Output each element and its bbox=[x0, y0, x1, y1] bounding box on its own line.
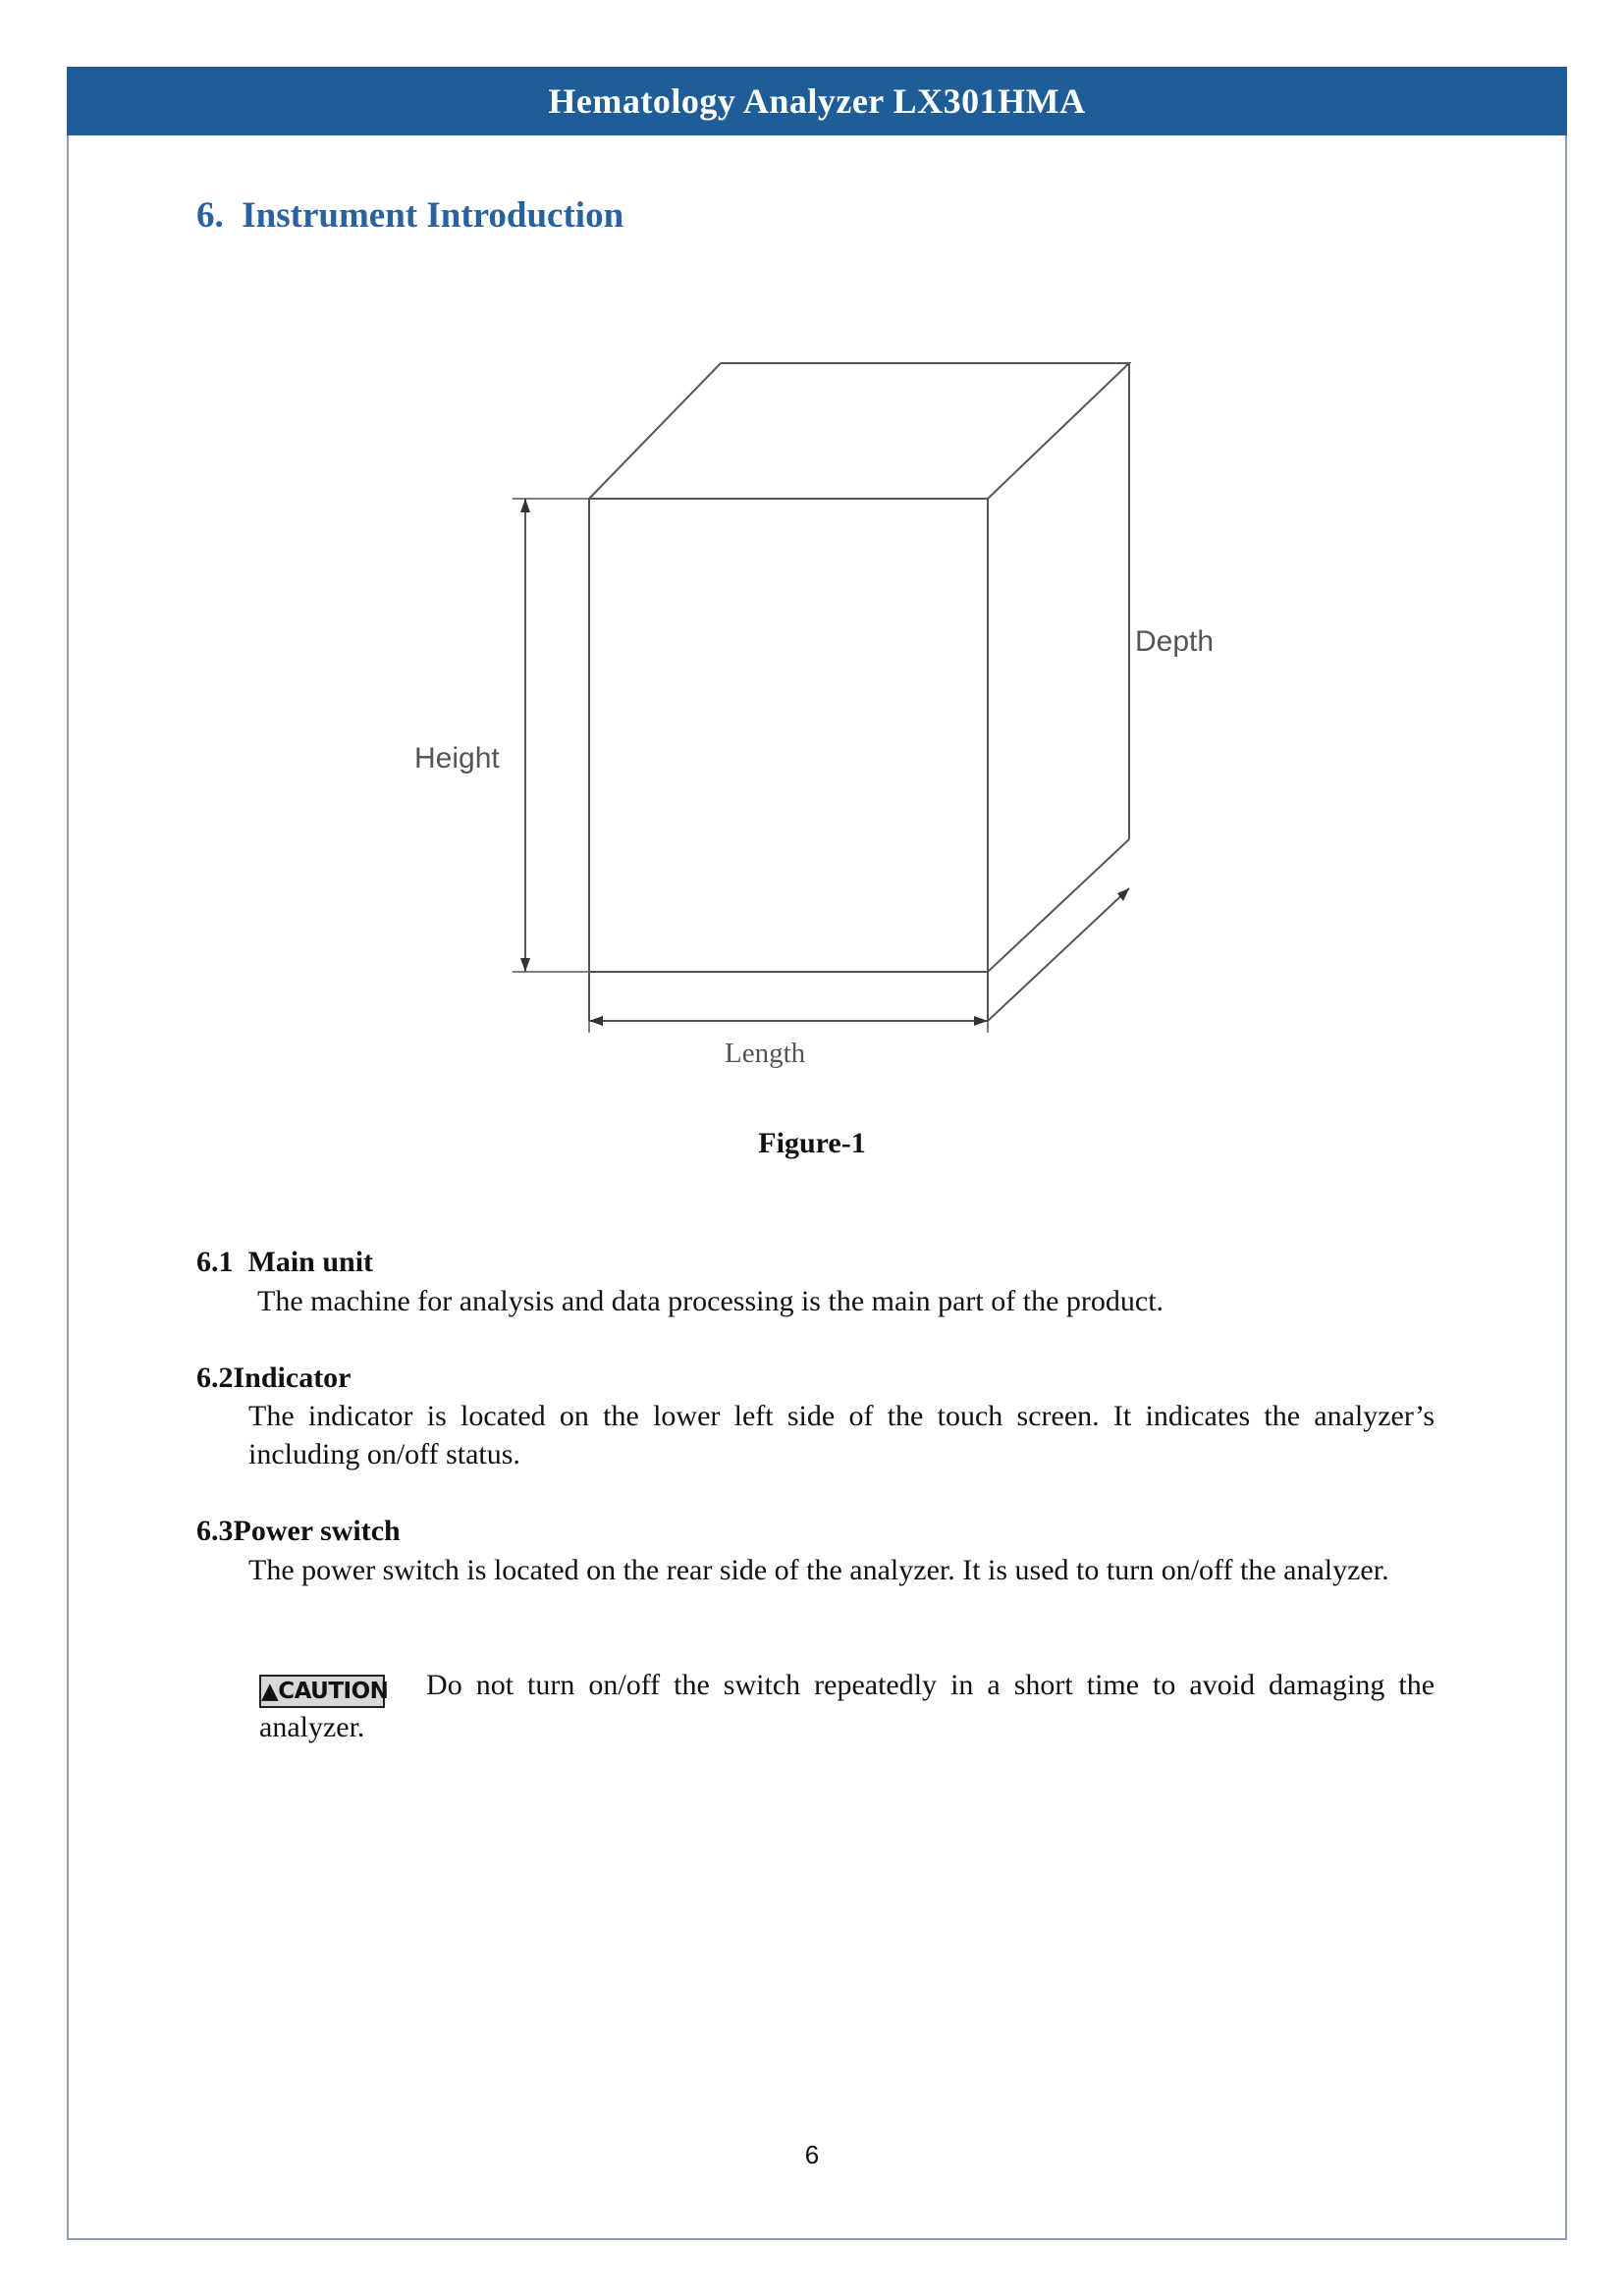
section-number: 6. bbox=[196, 195, 224, 236]
document-title: Hematology Analyzer LX301HMA bbox=[548, 81, 1086, 121]
depth-label: Depth bbox=[1135, 625, 1215, 658]
length-arrow-left bbox=[589, 1016, 603, 1026]
subsection-number: 6.2 bbox=[196, 1362, 234, 1394]
subsection-heading-main-unit bbox=[196, 1243, 373, 1281]
section-title: Instrument Introduction bbox=[242, 195, 624, 236]
subsection-title: Main unit bbox=[247, 1246, 374, 1278]
document-header bbox=[67, 67, 1567, 135]
length-arrow-right bbox=[974, 1016, 988, 1026]
cube-top-face bbox=[589, 363, 1129, 499]
depth-arrow bbox=[1117, 888, 1129, 901]
caution-label: CAUTION bbox=[278, 1679, 389, 1704]
subsection-number: 6.3 bbox=[196, 1515, 234, 1547]
figure-caption: Figure-1 bbox=[758, 1127, 866, 1159]
subsection-heading-indicator bbox=[196, 1359, 352, 1397]
height-arrow-bottom bbox=[520, 958, 530, 972]
height-arrow-top bbox=[520, 499, 530, 512]
cube-front-face bbox=[589, 499, 988, 972]
subsection-title: Power switch bbox=[233, 1515, 401, 1547]
base-side-edge bbox=[988, 888, 1129, 1021]
subsection-number: 6.1 bbox=[196, 1246, 234, 1278]
subsection-heading-power-switch bbox=[196, 1512, 401, 1550]
caution-note bbox=[259, 1666, 1435, 1746]
subsection-body-indicator: The indicator is located on the lower left side of the touch screen. It indicates the analyzer’s including on/off status. bbox=[248, 1400, 1435, 1470]
caution-badge: ▲CAUTION bbox=[259, 1675, 385, 1708]
height-label: Height bbox=[414, 742, 500, 774]
caution-text: Do not turn on/off the switch repeatedly in a short time to avoid damaging the analyzer. bbox=[259, 1669, 1435, 1743]
dimension-diagram bbox=[393, 344, 1257, 1090]
subsection-body-main-unit: The machine for analysis and data processing is the main part of the product. bbox=[257, 1285, 1164, 1317]
page-number: 6 bbox=[804, 2140, 820, 2169]
section-heading bbox=[196, 194, 623, 237]
cube-bottom-right-edge bbox=[988, 839, 1129, 972]
subsection-body-power-switch: The power switch is located on the rear side of the analyzer. It is used to turn on/off the analyzer. bbox=[248, 1554, 1389, 1586]
length-label: Length bbox=[725, 1038, 806, 1069]
subsection-title: Indicator bbox=[233, 1362, 352, 1394]
